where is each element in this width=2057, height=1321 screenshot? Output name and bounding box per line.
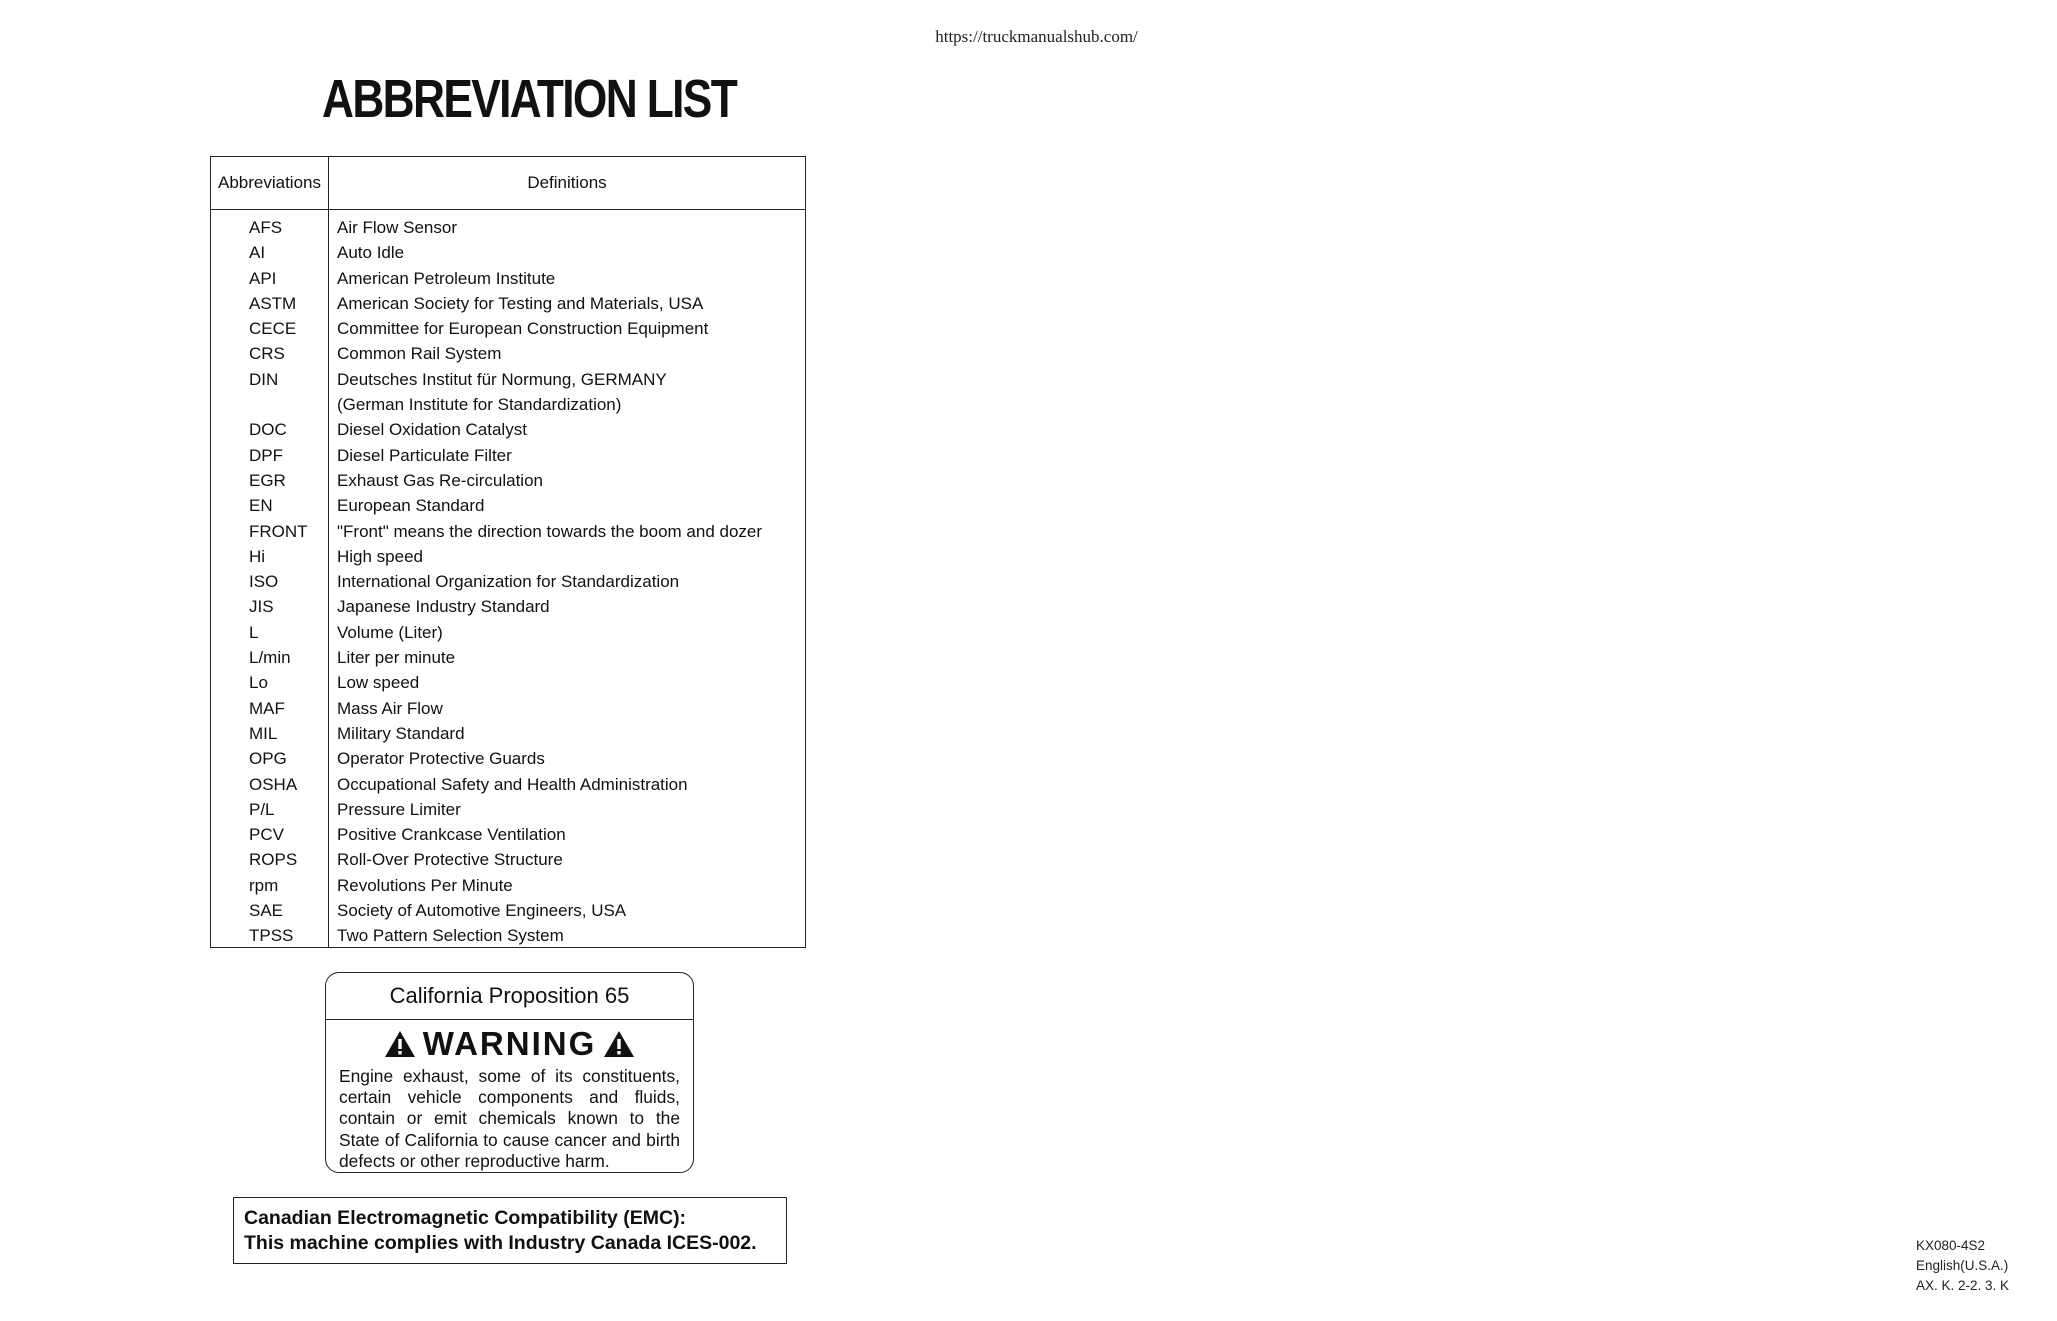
abbreviation-cell: rpm [249, 875, 279, 895]
abbreviation-cell: AI [249, 243, 266, 263]
abbreviation-cell: P/L [249, 799, 275, 819]
definition-cell: Diesel Oxidation Catalyst [337, 420, 527, 440]
abbreviation-cell: Hi [249, 546, 266, 566]
definition-cell: Operator Protective Guards [337, 749, 545, 769]
definition-cell: Society of Automotive Engineers, USA [337, 901, 627, 921]
definition-cell: Roll-Over Protective Structure [337, 850, 563, 870]
definition-cell: Air Flow Sensor [337, 218, 457, 237]
abbreviation-cell: API [249, 268, 277, 288]
abbreviation-cell: OPG [249, 749, 287, 769]
abbreviations-column [211, 209, 329, 947]
definition-cell: "Front" means the direction towards the boom and dozer [337, 521, 763, 541]
abbreviation-cell: L [249, 622, 259, 642]
abbreviation-cell: MIL [249, 723, 278, 743]
header-definitions: Definitions [527, 173, 607, 192]
definition-cell: Mass Air Flow [337, 698, 443, 718]
definition-cell: Deutsches Institut für Normung, GERMANY [337, 369, 667, 389]
definition-cell: American Petroleum Institute [337, 268, 556, 288]
abbreviation-cell: L/min [249, 648, 291, 668]
abbreviation-cell [211, 392, 328, 417]
definition-cell: Low speed [337, 673, 420, 693]
definition-cell: Committee for European Construction Equipment [337, 319, 709, 339]
abbreviation-cell: EN [249, 496, 273, 516]
definition-cell: Positive Crankcase Ventilation [337, 825, 566, 845]
definition-cell: American Society for Testing and Materials, USA [337, 293, 704, 313]
abbreviation-cell: JIS [249, 597, 274, 617]
header-abbreviations: Abbreviations [211, 157, 329, 209]
emc-notice [233, 1197, 787, 1264]
definition-cell: Volume (Liter) [337, 622, 443, 642]
page-title: ABBREVIATION LIST [322, 69, 737, 129]
definition-cell: Pressure Limiter [337, 799, 461, 819]
document-code [1916, 1236, 2009, 1296]
definition-cell: Revolutions Per Minute [337, 875, 513, 895]
model-code: KX080-4S2 [1916, 1238, 1986, 1253]
definition-cell: Japanese Industry Standard [337, 597, 550, 617]
source-url[interactable] [0, 27, 2057, 47]
table-body [211, 209, 805, 947]
abbreviation-cell: PCV [249, 825, 284, 845]
warning-text: Engine exhaust, some of its constituents, certain vehicle components and fluids, contain or emit chemicals known to the State of California to cause cancer and birth defects or other reproductive harm. [339, 1066, 680, 1171]
abbreviation-cell: CRS [249, 344, 285, 364]
definition-cell: European Standard [337, 496, 485, 516]
definition-cell: Diesel Particulate Filter [337, 445, 512, 465]
language-code: English(U.S.A.) [1916, 1258, 2009, 1273]
definition-cell: Common Rail System [337, 344, 502, 364]
abbreviation-cell: DOC [249, 420, 287, 440]
warning-banner [326, 1022, 693, 1066]
prop65-warning-box [325, 972, 694, 1173]
warning-label: WARNING [422, 1025, 597, 1062]
abbreviation-cell: SAE [249, 901, 284, 921]
abbreviation-cell: DIN [249, 369, 279, 389]
emc-line-1: Canadian Electromagnetic Compatibility (EMC): [244, 1207, 687, 1229]
abbreviation-cell: OSHA [249, 774, 298, 794]
abbreviation-cell: Lo [249, 673, 268, 693]
definitions-column [329, 209, 805, 953]
source-url-text[interactable]: https://truckmanualshub.com/ [935, 27, 1138, 46]
table-header [211, 157, 805, 210]
abbreviation-cell: ROPS [249, 850, 298, 870]
abbreviation-cell: ISO [249, 572, 279, 592]
definition-cell: Liter per minute [337, 648, 456, 668]
abbreviation-cell: MAF [249, 698, 285, 718]
abbreviation-cell: FRONT [249, 521, 308, 541]
abbreviation-cell: CECE [249, 319, 297, 339]
warning-triangle-icon [603, 1030, 635, 1058]
abbreviation-cell: TPSS [249, 926, 294, 946]
warning-title: California Proposition 65 [326, 973, 693, 1020]
abbreviation-cell: ASTM [249, 293, 297, 313]
definition-cell: (German Institute for Standardization) [337, 395, 622, 415]
definition-cell: Auto Idle [337, 243, 405, 263]
emc-line-2: This machine complies with Industry Canada ICES-002. [244, 1231, 757, 1254]
abbreviation-cell: EGR [249, 470, 286, 490]
abbreviation-table [210, 156, 806, 948]
definition-cell: Two Pattern Selection System [337, 926, 564, 946]
definition-cell: Occupational Safety and Health Administration [337, 774, 688, 794]
section-code: AX. K. 2-2. 3. K [1916, 1278, 2010, 1293]
abbreviation-cell: DPF [249, 445, 283, 465]
definition-cell: Military Standard [337, 723, 465, 743]
definition-cell: Exhaust Gas Re-circulation [337, 470, 543, 490]
definition-cell: International Organization for Standardization [337, 572, 680, 592]
warning-triangle-icon [384, 1030, 416, 1058]
abbreviation-cell: AFS [249, 218, 283, 237]
definition-cell: High speed [337, 546, 424, 566]
